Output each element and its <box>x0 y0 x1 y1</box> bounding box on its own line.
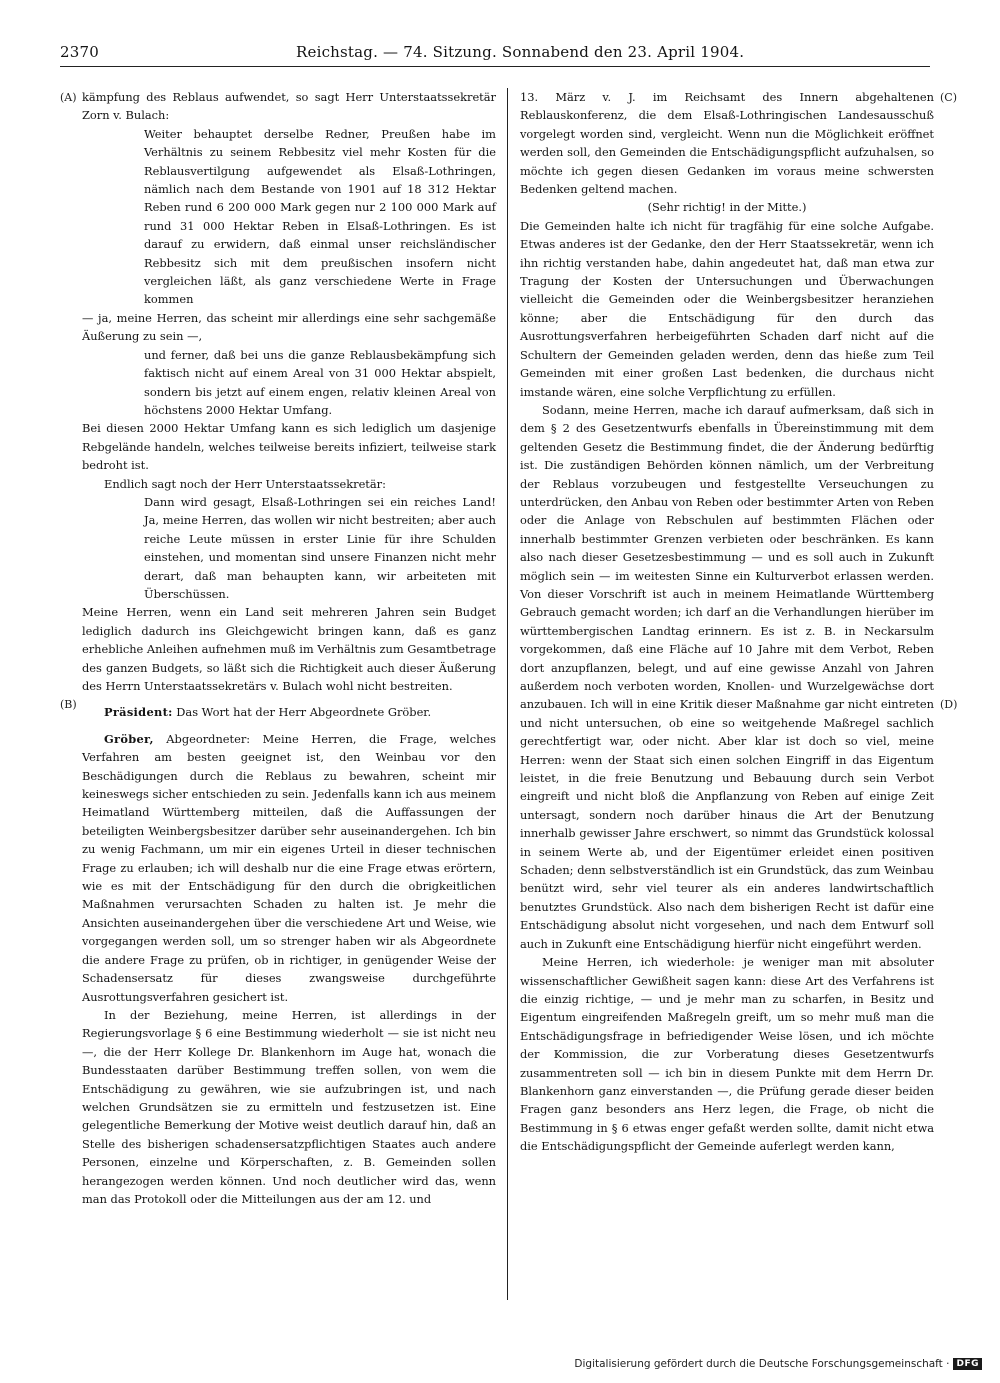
left-column <box>82 88 496 1208</box>
paragraph-text: kämpfung des Reblaus aufwendet, so sagt Herr Unterstaatssekretär Zorn v. Bulach: <box>82 90 496 123</box>
page-header <box>60 40 930 67</box>
column-divider <box>507 88 508 1300</box>
margin-mark-c: (C) <box>940 91 957 104</box>
dfg-logo: DFG <box>953 1358 982 1370</box>
paragraph-text: Meine Herren, wenn ein Land seit mehreren Jahren sein Budget lediglich dadurch ins Gleichgewicht bringen kann, daß es ganz erhebliche Anleihen aufnehmen muß im Verhältnis zum Gesamtbetrage des ganzen Budgets, so läßt sich die Richtigkeit auch dieser Äußerung des Herrn Unterstaatssekretärs v. Bulach wohl nicht bestreiten. <box>82 605 496 693</box>
paragraph <box>520 401 934 953</box>
paragraph-text: Bei diesen 2000 Hektar Umfang kann es sich lediglich um dasjenige Rebgelände handeln, welches teilweise bereits infiziert, teilweise stark bedroht ist. <box>82 421 496 473</box>
footer <box>574 1358 982 1370</box>
margin-mark-b: (B) <box>60 698 77 711</box>
paragraph <box>520 217 934 401</box>
paragraph <box>82 309 496 346</box>
paragraph-text: Das Wort hat der Herr Abgeordnete Gröber. <box>172 705 432 720</box>
paragraph-text: Abgeordneter: Meine Herren, die Frage, welches Verfahren am besten geeignet ist, den Weinbau vor den Beschädigungen durch die Reblaus zu bewahren, scheint mir keineswegs sicher entschieden zu sein. Jedenfalls kann ich aus meinem Heimatland Württemberg mitteilen, daß die Auffassungen der beteiligten Weinbergsbesitzer darüber sehr auseinandergehen. Ich bin zu wenig Fachmann, um mir ein eigenes Urteil in dieser technischen Frage zu erlauben; ich will deshalb nur die eine Frage etwas erörtern, wie es mit der Entschädigung für den durch die obrigkeitlichen Maßnahmen verursachten Schaden zu halten ist. Je mehr die Ansichten auseinandergehen über die verschiedene Art und Weise, wie vorgegangen werden soll, um so strenger haben wir als Abgeordnete die andere Frage zu prüfen, ob in richtiger, in genügender Weise der Schadensersatz für dieses zwangsweise durchgeführte Ausrottungsverfahren gesichert ist. <box>82 731 496 1004</box>
paragraph-text: Weiter behauptet derselbe Redner, Preußen habe im Verhältnis zu seinem Rebbesitz viel mehr Kosten für die Reblausvertilgung aufgewendet als Elsaß-Lothringen, nämlich nach dem Bestande von 1901 auf 18 312 Hektar Reben rund 6 200 000 Mark gegen nur 2 100 000 Mark auf rund 31 000 Hektar Reben in Elsaß-Lothringen. Es ist darauf zu erwidern, daß einmal unser reichsländischer Rebbesitz sich mit dem preußischen insofern nicht vergleichen läßt, als ganz verschiedene Werte in Frage kommen <box>144 126 496 307</box>
footer-credit: Digitalisierung gefördert durch die Deutsche Forschungsgemeinschaft · <box>574 1358 950 1370</box>
paragraph-text: — ja, meine Herren, das scheint mir allerdings eine sehr sachgemäße Äußerung zu sein —, <box>82 310 496 344</box>
margin-mark-d: (D) <box>940 698 958 711</box>
paragraph <box>520 953 934 1155</box>
paragraph <box>82 603 496 695</box>
paragraph-text: Die Gemeinden halte ich nicht für tragfähig für eine solche Aufgabe. Etwas anderes ist der Gedanke, den der Herr Staatssekretär, wenn ich ihn richtig verstanden habe, dahin angedeutet hat, daß man etwa zur Tragung der Kosten der Untersuchungen und Überwachungen vielleicht die Gemeinden oder die Weinbergsbesitzer heranziehen könne; aber die Entschädigung für den durch das Ausrottungsverfahren herbeigeführten Schaden darf nicht auf die Schultern der Gemeinden geladen werden, denn das hieße zum Teil Gemeinden mit einer großen Last bedenken, die durchaus nicht imstande wären, eine solche Verpflichtung zu erfüllen. <box>520 218 934 399</box>
paragraph <box>520 88 934 198</box>
paragraph-text: (Sehr richtig! in der Mitte.) <box>647 200 807 215</box>
paragraph <box>82 1006 496 1208</box>
paragraph <box>144 125 496 309</box>
paragraph <box>82 475 496 493</box>
paragraph <box>144 493 496 603</box>
paragraph <box>144 346 496 420</box>
paragraph-text: Sodann, meine Herren, mache ich darauf aufmerksam, daß sich in dem § 2 des Gesetzentwurfs ebenfalls in Übereinstimmung mit dem geltenden Gesetz die Bestimmung findet, die der Änderung bedürftig ist. Die zuständigen Behörden können nämlich, um der Verbreitung der Reblaus vorzubeugen und festgestellte Verseuchungen zu unterdrücken, den Anbau von Reben oder bestimmter Arten von Reben oder die Anlage von Rebschulen auf bestimmten Flächen oder innerhalb bestimmter Grenzen verbieten oder beschränken. Es kann also nach dieser Gesetzesbestimmung — und es soll auch in Zukunft möglich sein — im weitesten Sinne ein Kulturverbot erlassen werden. Von dieser Vorschrift ist auch in meinem Heimatlande Württemberg Gebrauch gemacht worden; ich darf an die Verhandlungen hierüber im württembergischen Landtag erinnern. Es ist z. B. in Neckarsulm vorgekommen, daß eine Fläche auf 10 Jahre mit dem Verbot, Reben dort anzupflanzen, belegt, und auf eine gewisse Anzahl von Jahren außerdem noch verboten worden, Knollen- und Wurzelgewächse dort anzubauen. Ich will in eine Kritik dieser Maßnahme gar nicht eintreten und nicht untersuchen, ob eine so weitgehende Maßregel sachlich gerechtfertigt war, oder nicht. Aber klar ist doch so viel, meine Herren: wenn der Staat sich einen solchen Eingriff in das Eigentum leistet, in die freie Benutzung und Bebauung durch sein Verbot eingreift und nicht bloß die Anpflanzung von Reben auf einige Zeit untersagt, sondern noch darüber hinaus die Art der Benutzung innerhalb gewisser Jahre erschwert, so nimmt das Grundstück kolossal in seinem Werte ab, und der Eigentümer erleidet einen positiven Schaden; denn selbstverständlich ist ein Grundstück, das zum Weinbau benützt wird, sehr viel teurer als ein anderes landwirtschaftlich benutztes Grundstück. Also nach dem bisherigen Recht ist dafür eine Entschädigung absolut nicht vorgesehen, und nach dem Entwurf soll auch in Zukunft eine Entschädigung hierfür nicht eingeführt werden. <box>520 402 934 951</box>
paragraph-text: 13. März v. J. im Reichsamt des Innern abgehaltenen Reblauskonferenz, die dem Elsaß-Lothringischen Landesausschuß vorgelegt worden sind, vergleicht. Wenn nun die Möglichkeit eröffnet werden soll, den Gemeinden die Entschädigungspflicht aufzuhalsen, so möchte ich gegen diesen Gedanken im voraus meine schwersten Bedenken geltend machen. <box>520 90 934 197</box>
paragraph-text: Meine Herren, ich wiederhole: je weniger man mit absoluter wissenschaftlicher Gewißheit sagen kann: diese Art des Verfahrens ist die einzig richtige, — und je mehr man zu scharfen, in Besitz und Eigentum eingreifenden Maßregeln greift, um so mehr muß man die Entschädigungsfrage in befriedigender Weise lösen, und ich möchte der Kommission, die zur Vorberatung dieses Gesetzentwurfs zusammentreten soll — ich bin in diesem Punkte mit dem Herrn Dr. Blankenhorn ganz einverstanden —, die Prüfung gerade dieser beiden Fragen ganz besonders ans Herz legen, die Frage, ob nicht die Bestimmung in § 6 etwas enger gefaßt werden sollte, damit nicht etwa die Entschädigungspflicht der Gemeinde auferlegt werden kann, <box>520 955 934 1154</box>
paragraph <box>82 88 496 125</box>
paragraph <box>82 419 496 474</box>
paragraph <box>520 198 934 216</box>
paragraph-text: In der Beziehung, meine Herren, ist allerdings in der Regierungsvorlage § 6 eine Bestimmung wiederholt — sie ist nicht neu —, die der Herr Kollege Dr. Blankenhorn im Auge hat, wonach die Bundesstaaten darüber Bestimmung treffen sollen, von wem die Entschädigung zu gewähren, wie sie aufzubringen ist, und nach welchen Grundsätzen sie zu ermitteln und festzusetzen ist. Eine gelegentliche Bemerkung der Motive weist deutlich darauf hin, daß an Stelle des bisherigen schadensersatzpflichtigen Staates auch andere Personen, einzelne und Körperschaften, z. B. Gemeinden sollen herangezogen werden können. Und noch deutlicher wird das, wenn man das Protokoll oder die Mitteilungen aus der am 12. und <box>82 1007 496 1206</box>
running-title: Reichstag. — 74. Sitzung. Sonnabend den 23. April 1904. <box>296 43 745 61</box>
right-column <box>520 88 934 1156</box>
paragraph <box>82 730 496 1006</box>
paragraph-text: Dann wird gesagt, Elsaß-Lothringen sei ein reiches Land! Ja, meine Herren, das wollen wir nicht bestreiten; aber auch reiche Leute müssen in erster Linie für ihre Schulden einstehen, und momentan sind unsere Finanzen nicht mehr derart, daß man behaupten kann, wir arbeiteten mit Überschüssen. <box>144 494 496 601</box>
page-number: 2370 <box>60 43 99 61</box>
paragraph-text: und ferner, daß bei uns die ganze Reblausbekämpfung sich faktisch nicht auf einem Areal von 31 000 Hektar abspielt, sondern bis jetzt auf einem engen, relativ kleinen Areal von höchstens 2000 Hektar Umfang. <box>144 347 496 417</box>
speaker-name: Präsident: <box>104 705 173 720</box>
paragraph-text: Endlich sagt noch der Herr Unterstaatssekretär: <box>104 476 386 491</box>
speaker-name: Gröber, <box>104 731 154 746</box>
margin-mark-a: (A) <box>60 91 77 104</box>
paragraph <box>82 703 496 721</box>
